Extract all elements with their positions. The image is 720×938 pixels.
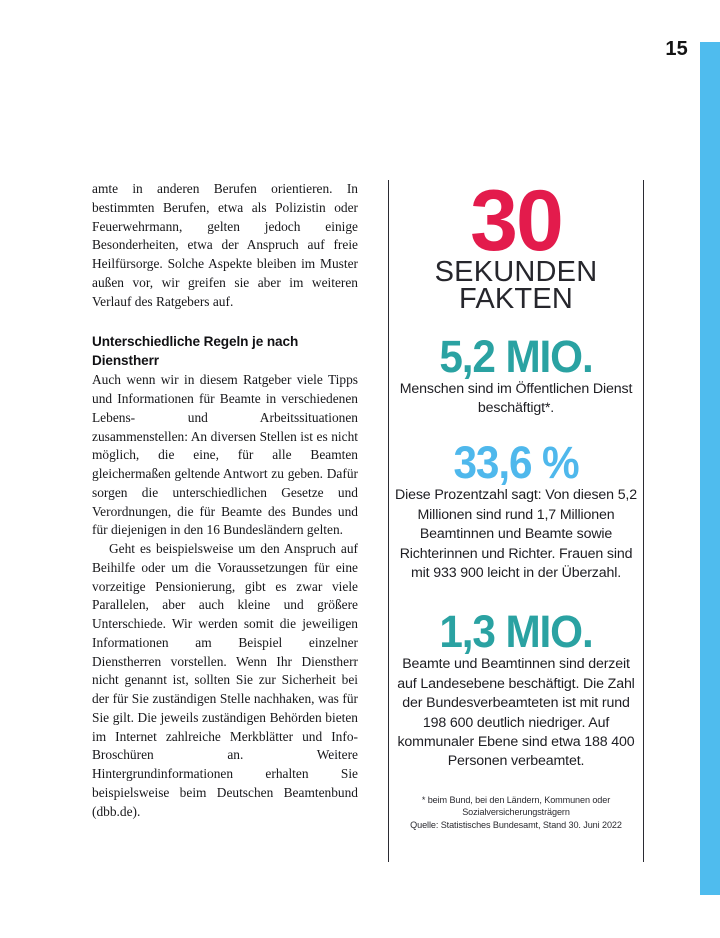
fact-caption-3: Beamte und Beamtinnen sind derzeit auf Landesebene beschäftigt. Die Zahl der Bundesverbeamteten ist mit rund 198 600 deutlich niedriger. Auf kommunaler Ebene sind etwa 188 400 Personen verbeamtet. [397,656,635,770]
paragraph-beihilfe: Geht es beispielsweise um den Anspruch auf Beihilfe oder um die Voraussetzungen für eine vorzeitige Pensionierung, gibt es zwar viele Parallelen, aber auch kleine und größere Unterschiede. Wir werden somit die jeweiligen Informationen am Beispiel einzelner Dienstherren vorstellen. Wenn Ihr Dienstherr nicht genannt ist, sollten Sie zur Sicherheit bei der für Sie zuständigen Stelle nachhaken, was für Sie gilt. Die jeweils zuständigen Behörden bieten im Internet zahlreiche Merkblätter und Info-Broschüren an. Weitere Hintergrundinformationen erhalten Sie beispielsweise beim Deutschen Beamtenbund (dbb.de). [92,541,358,819]
fact-caption-1: Menschen sind im Öffentlichen Dienst beschäftigt*. [399,380,633,417]
fact-box [388,173,644,862]
page-edge-accent-bar [700,42,720,895]
paragraph-continued: amte in anderen Berufen orientieren. In bestimmten Berufen, etwa als Polizistin oder Feuerwehrmann, gelten jedoch einige Besonderheiten, etwa der Anspruch auf freie Heilfürsorge. Solche Aspekte bleiben im Muster außen vor, wir greifen sie aber im weiteren Verlauf des Ratgebers auf. [92,181,358,309]
body-text-column [92,180,358,821]
footnote-line-2: Sozialversicherungsträgern [462,807,570,818]
fact-box-kicker-line-2: FAKTEN [459,283,573,316]
fact-value-3: 1,3 MIO. [439,606,593,658]
fact-box-inner [389,173,643,832]
page-number: 15 [665,38,688,60]
fact-value-2: 33,6 % [453,437,579,489]
fact-block-3 [395,606,637,771]
fact-box-kicker [395,256,637,316]
fact-caption-2: Diese Prozentzahl sagt: Von diesen 5,2 Millionen sind rund 1,7 Millionen Beamtinnen und Beamte sowie Richterinnen und Richter. Frauen sind mit 933 900 leicht in der Überzahl. [395,487,637,582]
fact-box-kicker-line-1: SEKUNDEN [434,256,598,289]
section-heading: Unterschiedliche Regeln je nach Dienstherr [92,334,299,368]
fact-block-1 [395,330,637,419]
fact-block-2 [395,437,637,583]
footnote-line-3: Quelle: Statistisches Bundesamt, Stand 30. Juni 2022 [410,820,622,831]
footnote-line-1: * beim Bund, bei den Ländern, Kommunen oder [421,794,611,805]
paragraph-dienstherr: Auch wenn wir in diesem Ratgeber viele Tipps und Informationen für Beamte in verschiedenen Lebens- und Arbeitssituationen zusammenstellen: An diversen Stellen ist es nicht möglich, die eine, für alle Beamten gleichermaßen geltende Antwort zu geben. Dafür sorgen die unterschiedlichen Gesetze und Verordnungen, die für Beamte des Bundes und für diejenigen in den 16 Bundesländern gelten. [92,372,358,538]
fact-box-big-number: 30 [470,173,562,269]
fact-value-1: 5,2 MIO. [439,330,593,382]
fact-box-footnote [395,794,637,832]
